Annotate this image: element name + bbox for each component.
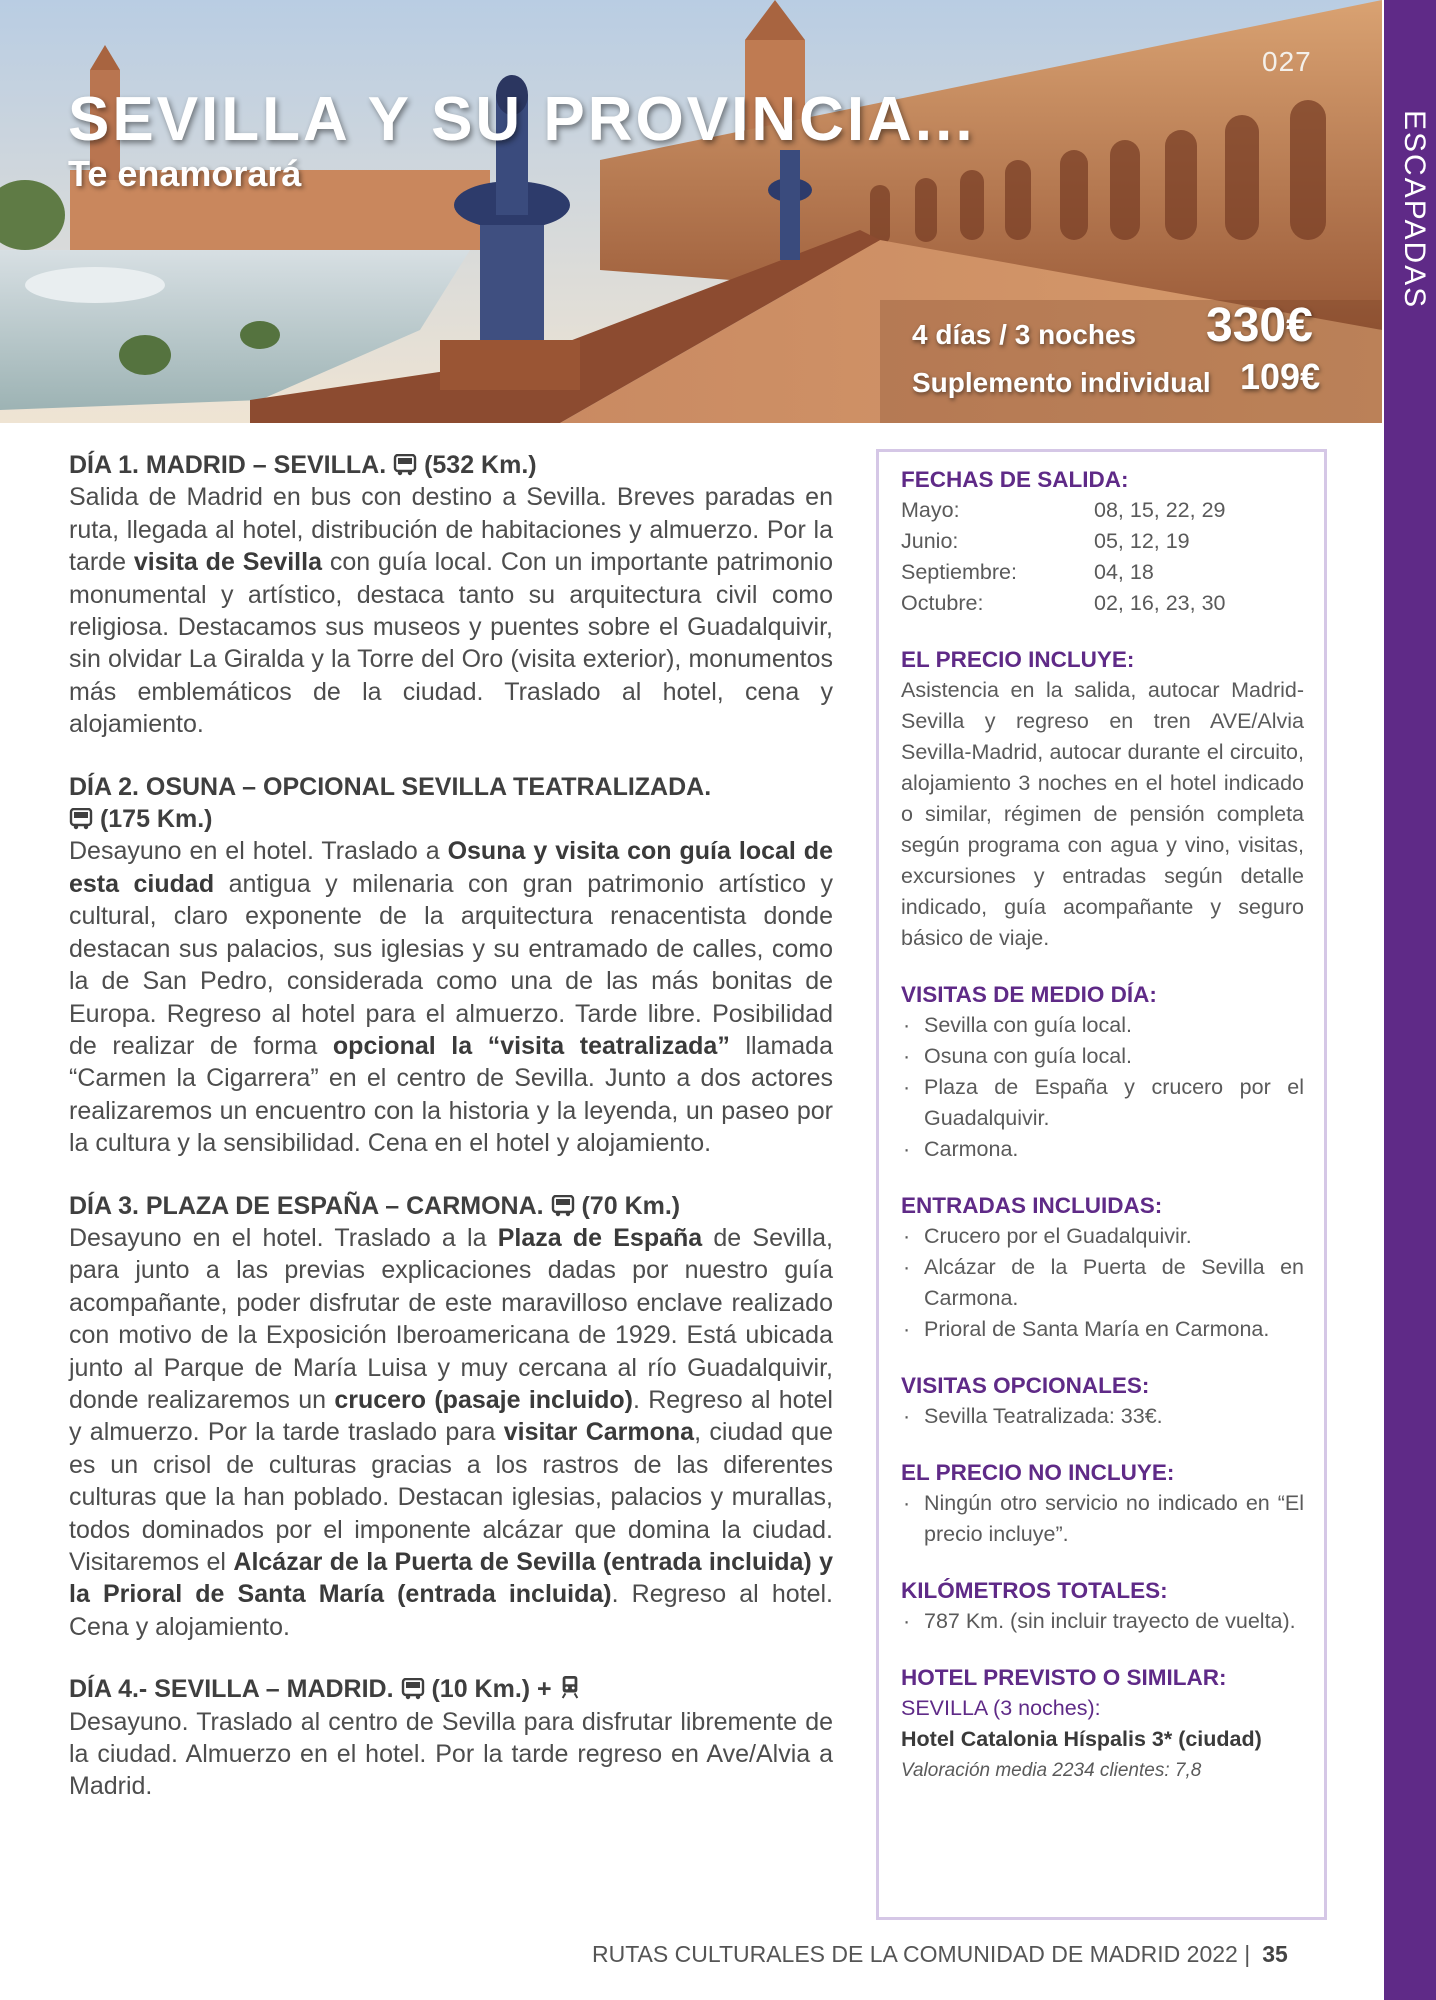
body-text: de Sevilla, para junto a las previas explicaciones dadas por nuestro guía acompañante, poder disfrutar de este maravilloso enclave realizado con motivo de la Exposición Iberoamericana de 1929. Está ubicada junto al Parque de María Luisa y muy cercana al río Guadalquivir, donde realizaremos un (69, 1223, 833, 1414)
supplement-price (1240, 356, 1320, 398)
duration-label (912, 319, 1136, 351)
day-block (69, 1673, 833, 1803)
day-description (69, 1706, 833, 1803)
highlight-text: visita de Sevilla (133, 548, 322, 577)
half-day-list (901, 1010, 1304, 1165)
half-day-section (901, 979, 1304, 1165)
day-distance: (10 Km.) + (431, 1675, 552, 1704)
departure-month: Octubre: (901, 591, 984, 615)
hotel-rating: Valoración media 2234 clientes: 7,8 (901, 1760, 1202, 1781)
day-heading-title: DÍA 1. MADRID – SEVILLA. (69, 451, 387, 479)
departure-row (901, 557, 1304, 588)
body-text: , ciudad que es un crisol de culturas gracias a los rastros de las diferentes culturas que la han poblado. Destacan iglesias, palacios y murallas, todos dominados por el imponente alcázar que domina la ciudad. Visitaremos el (69, 1418, 833, 1576)
day-heading-title: DÍA 4.- SEVILLA – MADRID. (69, 1675, 394, 1704)
departure-days: 02, 16, 23, 30 (1094, 591, 1226, 615)
day-distance: (532 Km.) (424, 451, 537, 479)
not-included-section (901, 1457, 1304, 1550)
info-box (876, 449, 1327, 1920)
day-block (69, 449, 833, 741)
highlight-text: visitar Carmona (503, 1418, 695, 1447)
km-section (901, 1575, 1304, 1637)
includes-section (901, 644, 1304, 954)
departures-section (901, 464, 1304, 619)
day-block (69, 771, 833, 1160)
list-item: · 787 Km. (sin incluir trayecto de vuelta). (901, 1606, 1304, 1637)
body-text: Desayuno en el hotel. Traslado a la (69, 1223, 498, 1252)
day-heading-title: DÍA 2. OSUNA – OPCIONAL SEVILLA TEATRALIZADA. (69, 772, 712, 801)
list-item: · Plaza de España y crucero por el Guadalquivir. (901, 1072, 1304, 1134)
tickets-heading: ENTRADAS INCLUIDAS: (901, 1193, 1163, 1218)
day-heading (69, 449, 833, 481)
page-title: SEVILLA Y SU PROVINCIA... (68, 85, 976, 154)
departures-heading: FECHAS DE SALIDA: (901, 467, 1129, 492)
footer-text: RUTAS CULTURALES DE LA COMUNIDAD DE MADRID 2022 | (592, 1941, 1251, 1967)
hero-image (0, 0, 1382, 423)
list-item: · Sevilla con guía local. (901, 1010, 1304, 1041)
not-included-list (901, 1488, 1304, 1550)
list-item: · Prioral de Santa María en Carmona. (901, 1314, 1304, 1345)
day-block (69, 1190, 833, 1644)
day-distance: (175 Km.) (99, 805, 213, 834)
tickets-section (901, 1190, 1304, 1345)
bus-icon (393, 452, 417, 474)
day-heading (69, 1673, 833, 1705)
km-heading: KILÓMETROS TOTALES: (901, 1578, 1168, 1603)
page-footer (592, 1941, 1288, 1968)
body-text: . Regreso al hotel. Cena y alojamiento. (69, 1580, 833, 1641)
km-list (901, 1606, 1304, 1637)
page-code: 027 (1262, 46, 1312, 77)
departures-list (901, 495, 1304, 619)
day-description (69, 481, 833, 740)
includes-heading: EL PRECIO INCLUYE: (901, 647, 1135, 672)
list-item: · Carmona. (901, 1134, 1304, 1165)
price-value (1206, 298, 1313, 353)
duration-text: 4 días / 3 noches (912, 319, 1137, 350)
includes-text: Asistencia en la salida, autocar Madrid-Sevilla y regreso en tren AVE/Alvia Sevilla-Madrid, autocar durante el circuito, alojamiento 3 noches en el hotel indicado o similar, régimen de pensión completa según programa con agua y vino, visitas, excursiones y entradas según detalle indicado, guía acompañante y seguro básico de viaje. (901, 678, 1304, 950)
day-heading (69, 771, 833, 836)
bus-icon (69, 806, 93, 828)
departure-row (901, 526, 1304, 557)
supplement-label (912, 367, 1211, 399)
highlight-text: Plaza de España (497, 1223, 703, 1252)
departure-month: Septiembre: (901, 560, 1017, 584)
departure-month: Mayo: (901, 498, 960, 522)
day-description (69, 835, 833, 1159)
hotel-section (901, 1662, 1304, 1786)
page-number: 35 (1262, 1941, 1288, 1967)
optional-list (901, 1401, 1304, 1432)
departure-row (901, 588, 1304, 619)
highlight-text: opcional la “visita teatralizada” (332, 1031, 730, 1060)
departure-month: Junio: (901, 529, 959, 553)
hotel-heading: HOTEL PREVISTO O SIMILAR: (901, 1665, 1227, 1690)
departure-days: 05, 12, 19 (1094, 529, 1190, 553)
day-heading-title: DÍA 3. PLAZA DE ESPAÑA – CARMONA. (69, 1191, 544, 1220)
body-text: Desayuno en el hotel. Traslado a (69, 837, 448, 866)
day-heading (69, 1190, 833, 1222)
train-icon (559, 1674, 583, 1700)
supplement-text: Suplemento individual (912, 367, 1211, 398)
section-tab-label: ESCAPADAS (1398, 110, 1431, 310)
plaza-de-espana-photo (0, 0, 1382, 423)
page-subtitle: Te enamorará (68, 153, 302, 194)
optional-heading: VISITAS OPCIONALES: (901, 1373, 1150, 1398)
list-item: · Osuna con guía local. (901, 1041, 1304, 1072)
price-text: 330€ (1206, 299, 1313, 352)
hotel-city: SEVILLA (3 noches): (901, 1696, 1101, 1720)
day-description (69, 1222, 833, 1643)
hotel-name: Hotel Catalonia Híspalis 3* (ciudad) (901, 1727, 1262, 1751)
not-included-heading: EL PRECIO NO INCLUYE: (901, 1460, 1175, 1485)
highlight-text: Osuna y visita con guía local de esta ciudad (69, 837, 833, 898)
departure-days: 04, 18 (1094, 560, 1154, 584)
body-text: Salida de Madrid en bus con destino a Sevilla. Breves paradas en ruta, llegada al hotel, distribución de habitaciones y almuerzo. Por la tarde (69, 483, 833, 577)
body-text: Desayuno. Traslado al centro de Sevilla para disfrutar libremente de la ciudad. Almuerzo en el hotel. Por la tarde regreso en Ave/Alvia a Madrid. (69, 1707, 833, 1801)
bus-icon (551, 1193, 575, 1215)
list-item: · Sevilla Teatralizada: 33€. (901, 1401, 1304, 1432)
half-day-heading: VISITAS DE MEDIO DÍA: (901, 982, 1157, 1007)
bus-icon (401, 1676, 425, 1698)
body-text: antigua y milenaria con gran patrimonio artístico y cultural, claro exponente de la arquitectura renacentista donde destacan sus palacios, sus iglesias y su entramado de calles, como la de San Pedro, considerada como una de las más bonitas de Europa. Regreso al hotel para el almuerzo. Tarde libre. Posibilidad de realizar de forma (69, 869, 833, 1060)
body-text: . Regreso al hotel y almuerzo. Por la tarde traslado para (69, 1385, 833, 1447)
body-text: con guía local. Con un importante patrimonio monumental y artístico, destaca tanto su arquitectura civil como religiosa. Destacamos sus museos y puentes sobre el Guadalquivir, sin olvidar La Giralda y la Torre del Oro (visita exterior), monumentos más emblemáticos de la ciudad. Traslado al hotel, cena y alojamiento. (69, 548, 833, 739)
tickets-list (901, 1221, 1304, 1345)
list-item: · Crucero por el Guadalquivir. (901, 1221, 1304, 1252)
highlight-text: Alcázar de la Puerta de Sevilla (entrada incluida) y la Prioral de Santa María (entrada incluida) (69, 1548, 833, 1609)
body-text: llamada “Carmen la Cigarrera” en el centro de Sevilla. Junto a dos actores realizaremos un encuentro con la historia y la leyenda, un paseo por la cultura y la sensibilidad. Cena en el hotel y alojamiento. (69, 1031, 833, 1158)
highlight-text: crucero (pasaje incluido) (334, 1385, 633, 1414)
departure-row (901, 495, 1304, 526)
day-distance: (70 Km.) (581, 1191, 681, 1220)
itinerary-column (69, 449, 833, 1833)
supplement-price-text: 109€ (1240, 356, 1321, 397)
list-item: · Ningún otro servicio no indicado en “El precio incluye”. (901, 1488, 1304, 1550)
optional-section (901, 1370, 1304, 1432)
list-item: · Alcázar de la Puerta de Sevilla en Carmona. (901, 1252, 1304, 1314)
departure-days: 08, 15, 22, 29 (1094, 498, 1226, 522)
